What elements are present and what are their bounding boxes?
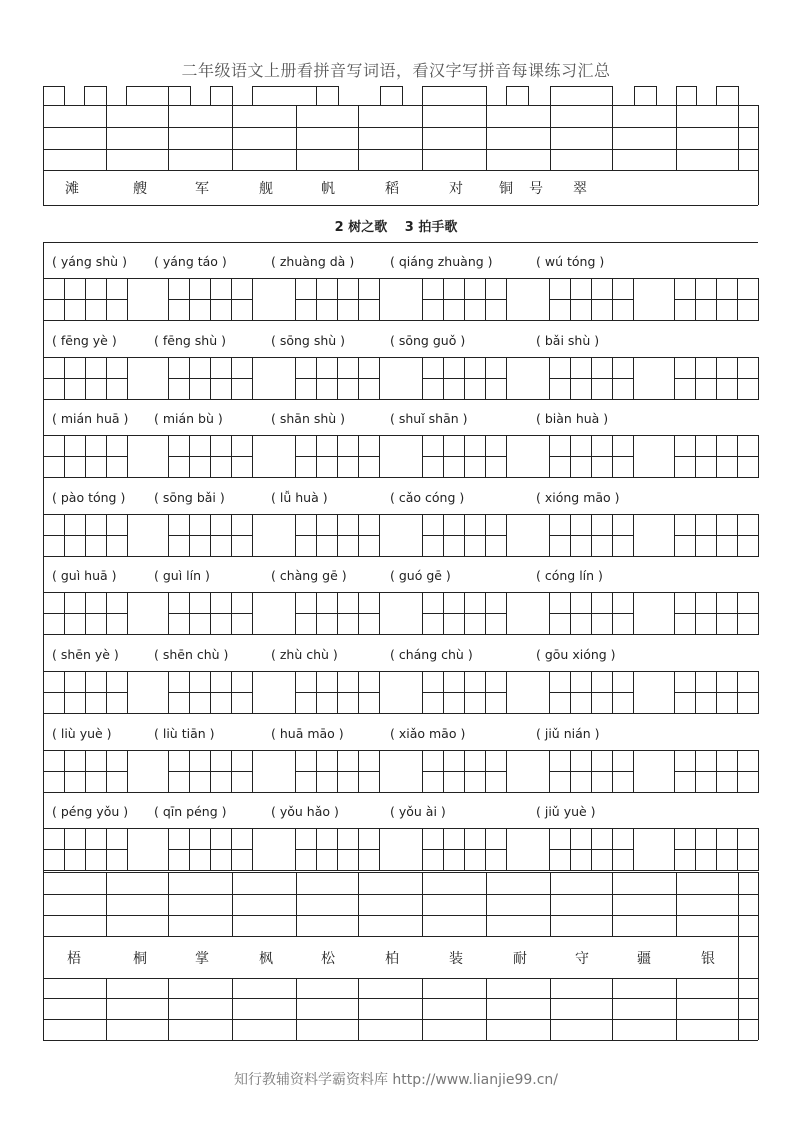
grid-line xyxy=(106,978,107,1040)
grid-line xyxy=(43,556,758,557)
page-title: 二年级语文上册看拼音写词语，看汉字写拼音每课练习汇总 xyxy=(181,61,611,80)
pinyin-prompt: ( péng yǒu ) xyxy=(52,804,129,820)
grid-line xyxy=(43,278,758,279)
hanzi-char: 守 xyxy=(575,951,589,967)
grid-line xyxy=(422,456,506,457)
grid-line xyxy=(758,978,759,1040)
grid-line xyxy=(232,978,233,1040)
pinyin-prompt: ( cháng chù ) xyxy=(390,647,473,662)
pinyin-prompt: ( bǎi shù ) xyxy=(536,332,600,348)
grid-line xyxy=(168,613,252,614)
grid-line xyxy=(43,378,127,379)
grid-line xyxy=(422,299,506,300)
grid-line xyxy=(295,378,379,379)
grid-line xyxy=(43,634,758,635)
grid-line xyxy=(674,535,758,536)
page-footer: 知行教辅资料学霸资料库 http://www.lianjie99.cn/ xyxy=(233,1072,559,1088)
grid-line xyxy=(295,849,379,850)
hanzi-char: 耐 xyxy=(513,951,527,967)
pinyin-prompt: ( shēn chù ) xyxy=(154,647,229,662)
grid-line xyxy=(549,456,633,457)
grid-line xyxy=(43,692,127,693)
grid-line xyxy=(43,456,127,457)
grid-line xyxy=(758,105,759,170)
pinyin-prompt: ( mián huā ) xyxy=(52,411,129,427)
hanzi-char: 舰 xyxy=(259,181,273,197)
grid-line xyxy=(296,978,297,1040)
grid-line xyxy=(168,105,169,170)
grid-line xyxy=(168,456,252,457)
section-heading: 2 树之歌 3 拍手歌 xyxy=(334,220,458,235)
grid-line xyxy=(549,535,633,536)
grid-line xyxy=(295,692,379,693)
writing-box-top xyxy=(550,86,613,105)
pinyin-prompt: ( shān shù ) xyxy=(271,411,346,427)
grid-line xyxy=(43,242,758,243)
grid-line xyxy=(422,692,506,693)
grid-line xyxy=(168,378,252,379)
hanzi-char: 滩 xyxy=(65,181,79,197)
pinyin-prompt: ( biàn huà ) xyxy=(536,411,609,427)
grid-line xyxy=(43,435,758,436)
pinyin-prompt: ( chàng gē ) xyxy=(271,568,347,584)
pinyin-prompt: ( yǒu hǎo ) xyxy=(271,804,339,820)
grid-line xyxy=(43,894,758,895)
grid-line xyxy=(168,771,252,772)
writing-box-top xyxy=(380,86,403,105)
grid-line xyxy=(168,535,252,536)
grid-line xyxy=(674,299,758,300)
pinyin-prompt: ( cǎo cóng ) xyxy=(390,489,465,505)
grid-line xyxy=(168,692,252,693)
grid-line xyxy=(486,105,487,170)
grid-line xyxy=(43,514,758,515)
grid-line xyxy=(550,105,551,170)
grid-line xyxy=(674,613,758,614)
grid-line xyxy=(43,978,758,979)
grid-line xyxy=(43,849,127,850)
pinyin-prompt: ( guì huā ) xyxy=(52,568,117,584)
pinyin-prompt: ( sōng guǒ ) xyxy=(390,332,466,348)
hanzi-char: 桐 xyxy=(133,951,147,967)
writing-box-top xyxy=(43,86,65,105)
grid-line xyxy=(43,535,127,536)
grid-line xyxy=(486,978,487,1040)
hanzi-char: 军 xyxy=(195,181,209,197)
writing-box-top xyxy=(210,86,233,105)
hanzi-char: 梧 xyxy=(67,951,81,967)
hanzi-char: 铜 xyxy=(499,181,513,197)
pinyin-prompt: ( jiǔ yuè ) xyxy=(536,804,596,820)
hanzi-char: 松 xyxy=(321,951,335,967)
grid-line xyxy=(550,872,551,936)
writing-box-top xyxy=(634,86,657,105)
grid-line xyxy=(232,872,233,936)
pinyin-prompt: ( lǚ huà ) xyxy=(271,489,328,505)
grid-line xyxy=(43,750,758,751)
grid-line xyxy=(232,105,233,170)
hanzi-char: 帆 xyxy=(321,181,335,197)
grid-line xyxy=(676,105,677,170)
grid-line xyxy=(43,828,758,829)
grid-line xyxy=(295,456,379,457)
grid-line xyxy=(43,613,127,614)
grid-line xyxy=(43,105,44,170)
pinyin-prompt: ( zhuàng dà ) xyxy=(271,254,355,269)
pinyin-prompt: ( xióng māo ) xyxy=(536,489,620,505)
grid-line xyxy=(738,105,739,170)
grid-line xyxy=(674,378,758,379)
grid-line xyxy=(674,692,758,693)
grid-line xyxy=(43,105,758,106)
grid-line xyxy=(549,771,633,772)
grid-line xyxy=(738,872,739,936)
grid-line xyxy=(676,872,677,936)
hanzi-char: 对 xyxy=(449,181,463,197)
hanzi-char: 银 xyxy=(701,951,715,967)
grid-line xyxy=(168,978,169,1040)
pinyin-prompt: ( gōu xióng ) xyxy=(536,647,616,662)
grid-line xyxy=(43,713,758,714)
pinyin-prompt: ( pào tóng ) xyxy=(52,489,126,505)
grid-line xyxy=(674,849,758,850)
grid-line xyxy=(422,535,506,536)
pinyin-prompt: ( liù tiān ) xyxy=(154,725,215,741)
grid-line xyxy=(674,456,758,457)
grid-line xyxy=(43,998,758,999)
grid-line xyxy=(295,613,379,614)
pinyin-prompt: ( mián bù ) xyxy=(154,411,223,427)
grid-line xyxy=(43,320,758,321)
grid-line xyxy=(550,978,551,1040)
pinyin-prompt: ( jiǔ nián ) xyxy=(536,725,600,741)
grid-line xyxy=(612,105,613,170)
pinyin-prompt: ( yáng shù ) xyxy=(52,254,127,269)
hanzi-char: 稻 xyxy=(385,181,399,197)
pinyin-prompt: ( shēn yè ) xyxy=(52,647,119,662)
grid-line xyxy=(549,613,633,614)
grid-line xyxy=(106,872,107,936)
grid-line xyxy=(168,849,252,850)
grid-line xyxy=(738,936,739,978)
pinyin-prompt: ( shuǐ shān ) xyxy=(390,411,468,427)
grid-line xyxy=(43,671,758,672)
pinyin-prompt: ( fēng yè ) xyxy=(52,332,117,348)
hanzi-char: 装 xyxy=(449,951,463,967)
writing-box-top xyxy=(126,86,169,105)
pinyin-prompt: ( qiáng zhuàng ) xyxy=(390,254,493,269)
writing-box-top xyxy=(168,86,191,105)
grid-line xyxy=(758,872,759,936)
hanzi-char: 号 xyxy=(529,181,543,197)
grid-line xyxy=(43,792,758,793)
grid-line xyxy=(43,872,758,873)
grid-line xyxy=(168,872,169,936)
pinyin-prompt: ( guì lín ) xyxy=(154,568,210,584)
hanzi-char: 枫 xyxy=(259,951,273,967)
pinyin-prompt: ( sōng bǎi ) xyxy=(154,489,225,505)
writing-box-top xyxy=(676,86,697,105)
pinyin-prompt: ( fēng shù ) xyxy=(154,332,226,348)
grid-line xyxy=(549,849,633,850)
writing-box-top xyxy=(422,86,487,105)
pinyin-prompt: ( qīn péng ) xyxy=(154,804,227,820)
grid-line xyxy=(43,936,44,978)
grid-line xyxy=(43,205,758,206)
grid-line xyxy=(549,299,633,300)
grid-line xyxy=(422,378,506,379)
grid-line xyxy=(422,978,423,1040)
grid-line xyxy=(296,105,297,170)
hanzi-char: 艘 xyxy=(133,181,147,197)
grid-line xyxy=(43,477,758,478)
grid-line xyxy=(738,978,739,1040)
grid-line xyxy=(612,978,613,1040)
grid-line xyxy=(43,915,758,916)
grid-line xyxy=(676,978,677,1040)
grid-line xyxy=(612,872,613,936)
pinyin-prompt: ( liù yuè ) xyxy=(52,725,112,741)
grid-line xyxy=(758,170,759,205)
grid-line xyxy=(358,978,359,1040)
grid-line xyxy=(43,170,44,205)
pinyin-prompt: ( guó gē ) xyxy=(390,568,451,584)
hanzi-char: 掌 xyxy=(195,951,209,967)
writing-box-top xyxy=(84,86,107,105)
grid-line xyxy=(422,771,506,772)
grid-line xyxy=(422,105,423,170)
pinyin-prompt: ( cóng lín ) xyxy=(536,568,603,584)
grid-line xyxy=(43,399,758,400)
grid-line xyxy=(422,872,423,936)
grid-line xyxy=(43,149,758,150)
grid-line xyxy=(43,170,758,171)
grid-line xyxy=(422,613,506,614)
pinyin-prompt: ( xiǎo māo ) xyxy=(390,725,466,741)
grid-line xyxy=(549,378,633,379)
grid-line xyxy=(43,127,758,128)
hanzi-char: 柏 xyxy=(385,951,399,967)
writing-box-top xyxy=(506,86,529,105)
hanzi-char: 翠 xyxy=(573,181,587,197)
grid-line xyxy=(43,978,44,1040)
grid-line xyxy=(758,936,759,978)
pinyin-prompt: ( huā māo ) xyxy=(271,725,344,741)
grid-line xyxy=(422,849,506,850)
grid-line xyxy=(358,872,359,936)
grid-line xyxy=(43,771,127,772)
grid-line xyxy=(674,771,758,772)
grid-line xyxy=(295,771,379,772)
grid-line xyxy=(106,105,107,170)
grid-line xyxy=(43,872,44,936)
grid-line xyxy=(168,299,252,300)
grid-line xyxy=(549,692,633,693)
writing-box-top xyxy=(316,86,339,105)
grid-line xyxy=(295,535,379,536)
pinyin-prompt: ( zhù chù ) xyxy=(271,647,338,662)
grid-line xyxy=(43,1040,758,1041)
grid-line xyxy=(486,872,487,936)
grid-line xyxy=(43,936,758,937)
grid-line xyxy=(295,299,379,300)
grid-line xyxy=(43,357,758,358)
pinyin-prompt: ( yáng táo ) xyxy=(154,254,227,269)
grid-line xyxy=(43,299,127,300)
pinyin-prompt: ( yǒu ài ) xyxy=(390,804,446,820)
pinyin-prompt: ( sōng shù ) xyxy=(271,332,346,348)
writing-box-top xyxy=(252,86,317,105)
grid-line xyxy=(43,1019,758,1020)
grid-line xyxy=(358,105,359,170)
grid-line xyxy=(296,872,297,936)
writing-box-top xyxy=(716,86,739,105)
pinyin-prompt: ( wú tóng ) xyxy=(536,254,605,269)
grid-line xyxy=(43,592,758,593)
hanzi-char: 疆 xyxy=(637,951,651,967)
